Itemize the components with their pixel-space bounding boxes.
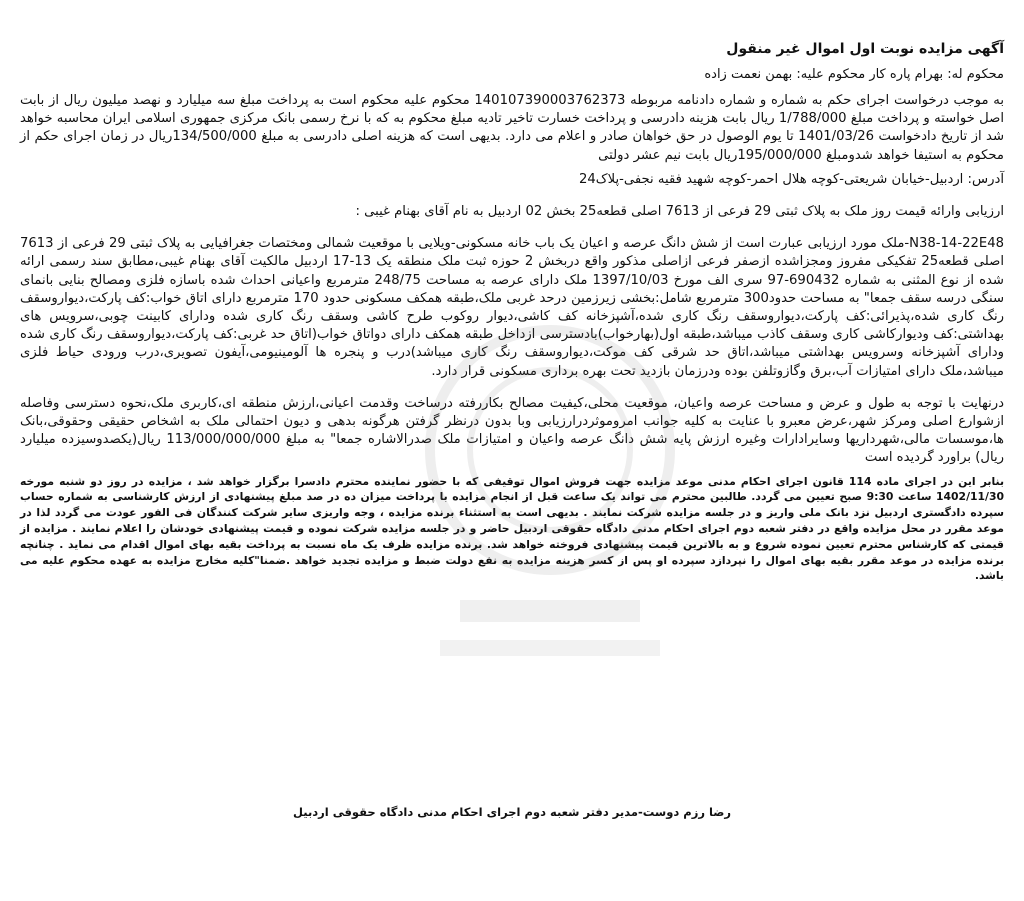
valuation-conclusion: درنهایت با توجه به طول و عرض و مساحت عرصه واعیان، موقعیت محلی،کیفیت مصالح بکاررفته درساخت وقدمت اعیانی،ارزش منطقه ای،کاربری ملک،نحوه دسترسی وفاصله ازشوارع اصلی ومرکز شهر،عرض معبرو با عنایت به کلیه جوانب امروموثردرارزیابی وبا بدون درنظر گرفتن هرگونه بدهی و دیون احتمالی ملک به اشخاص حقیقی وحقوقی،بانک ها،موسسات مالی،شهرداریها وسایرادارات وغیره ارزش پایه شش دانگ عرصه واعیان و امتیازات ملک صدرالاشاره جمعا" به مبلغ 113/000/000/000 ریال(یکصدوسیزده میلیارد ریال) براورد گردیده است [20,395,1004,466]
appraisal-intro: ارزیابی وارائه قیمت روز ملک به پلاک ثبتی 29 فرعی از 7613 اصلی قطعه25 بخش 02 اردبیل به نام آقای بهنام غیبی : [355,204,1004,220]
auction-terms: بنابر این در اجرای ماده 114 قانون اجرای احکام مدنی موعد مزایده جهت فروش اموال توقیفی که با حضور نماینده محترم دادسرا برگزار خواهد شد ، مزایده در روز دو شنبه مورخه 1402/11/30 ساعت 9:30 صبح تعیین می گردد. طالبین محترم می تواند یک ساعت قبل از انجام مزایده با پرداخت میزان ده در صد مبلغ پیشنهادی از ارزش کارشناسی به شماره حساب سپرده دادگستری اردبیل نزد بانک ملی واریز و در جلسه مزایده شرکت نمایند . بدیهی است به استثناء برنده مزایده ، وجه واریزی سایر شرکت کنندگان فی الفور عودت می گردد لذا در موعد مقرر در محل مزایده واقع در دفتر شعبه دوم اجرای احکام مدنی دادگاه حقوقی اردبیل حاضر و در جلسه مزایده شرکت نموده و قیمت پیشنهادی خودشان را اعلام نمایند . مزایده از قیمتی که کارشناس محترم تعیین نموده شروع و به بالاترین قیمت پیشنهادی فروخته خواهد شد. برنده مزایده ظرف یک ماه نسبت به پرداخت بقیه بهای اموال اقدام می نماید . چنانچه برنده مزایده در موعد مقرر بقیه بهای اموال را نپردازد سپرده او پس از کسر هزینه مزایده به نفع دولت ضبط و مزایده تجدید خواهد .ضمنا"کلیه مخارج مزایده به عهده محکوم علیه می باشد. [20,474,1005,583]
signature-line: رضا رزم دوست-مدیر دفتر شعبه دوم اجرای احکام مدنی دادگاه حقوقی اردبیل [293,805,731,819]
judgment-paragraph: به موجب درخواست اجرای حکم به شماره و شماره دادنامه مربوطه 140107390003762373 محکوم علیه محکوم است به پرداخت مبلغ سه میلیارد و نهصد میلیون ریال از بابت اصل خواسته و پرداخت مبلغ 1/788/000 ریال بابت هزینه دادرسی و پرداخت خسارت تاخیر تادیه مبلغ محکوم به که با نرخ رسمی بانک مرکزی جمهوری اسلامی ایران محاسبه خواهد شد از تاریخ دادخواست 1401/03/26 تا یوم الوصول در حق خواهان صادر و اعلام می دارد. بدیهی است که هزینه اصلی دادرسی به مبلغ 134/500/000ریال در زمان اجرای حکم از محکوم به استیفا خواهد شدومبلغ 195/000/000ریال بابت نیم عشر دولتی [20,93,1005,163]
parties-line: محکوم له: بهرام پاره کار محکوم علیه: بهمن نعمت زاده [704,67,1004,82]
property-description: N38-14-22E48-ملک مورد ارزیابی عبارت است از شش دانگ عرصه و اعیان یک باب خانه مسکونی-ویلایی با موقعیت شمالی ومختصات جغرافیایی به پلاک ثبتی 29 فرعی از 7613 اصلی قطعه25 تفکیکی مفروز ومجزاشده ازصفر فرعی ازاصلی مذکور واقع دربخش 2 حوزه ثبت ملک منطقه یک 13-17 اردبیل مالکیت آقای بهنام غیبی،مطابق سند رسمی ارائه شده از نوع المثنی به شماره 690432-97 سری الف مورخ 1397/10/03 ملک دارای عرصه به مساحت 248/75 مترمربع واعیانی احداث شده باسازه فلزی ومصالح بنایی بانمای سنگی درسه سقف جمعا" به مساحت حدود300 مترمربع شامل:بخشی زیرزمین درحد غربی ملک،طبقه همکف مسکونی حدود 170 مترمربع دارای اتاق خواب:کف پارکت،دیواروسقف رنگ کاری شده،پذیرائی:کف پارکت،دیواروسقف رنگ کاری شده،آشپزخانه کف کاشی،دیوار روکوب طرح کاشی وسقف رنگ کاری شده ودارای کابینت چوبی،سرویس های بهداشتی:کف ودیوارکاشی کاری وسقف کاذب میباشد،طبقه اول(بهارخواب)بادسترسی ازداخل طبقه همکف دارای دواتاق خواب(اتاق حد غربی:کف پارکت،دیواروسقف رنگ کاری شده ودارای آشپزخانه وسرویس بهداشتی میباشد،اتاق حد شرقی کف موکت،دیواروسقف رنگ کاری میباشد)درب و پنجره ها آلومینیومی،آیفون تصویری،درب ورودی حیاط فلزی میباشد،ملک دارای امتیازات آب،برق وگازوتلفن بوده ودرزمان بازدید تحت بهره برداری مسکونی قرار دارد. [20,236,1004,379]
address-line: آدرس: اردبیل-خیابان شریعتی-کوچه هلال احمر-کوچه شهید فقیه نجفی-پلاک24 [579,171,1004,187]
notice-title: آگهی مزایده نوبت اول اموال غیر منقول [726,41,1004,57]
